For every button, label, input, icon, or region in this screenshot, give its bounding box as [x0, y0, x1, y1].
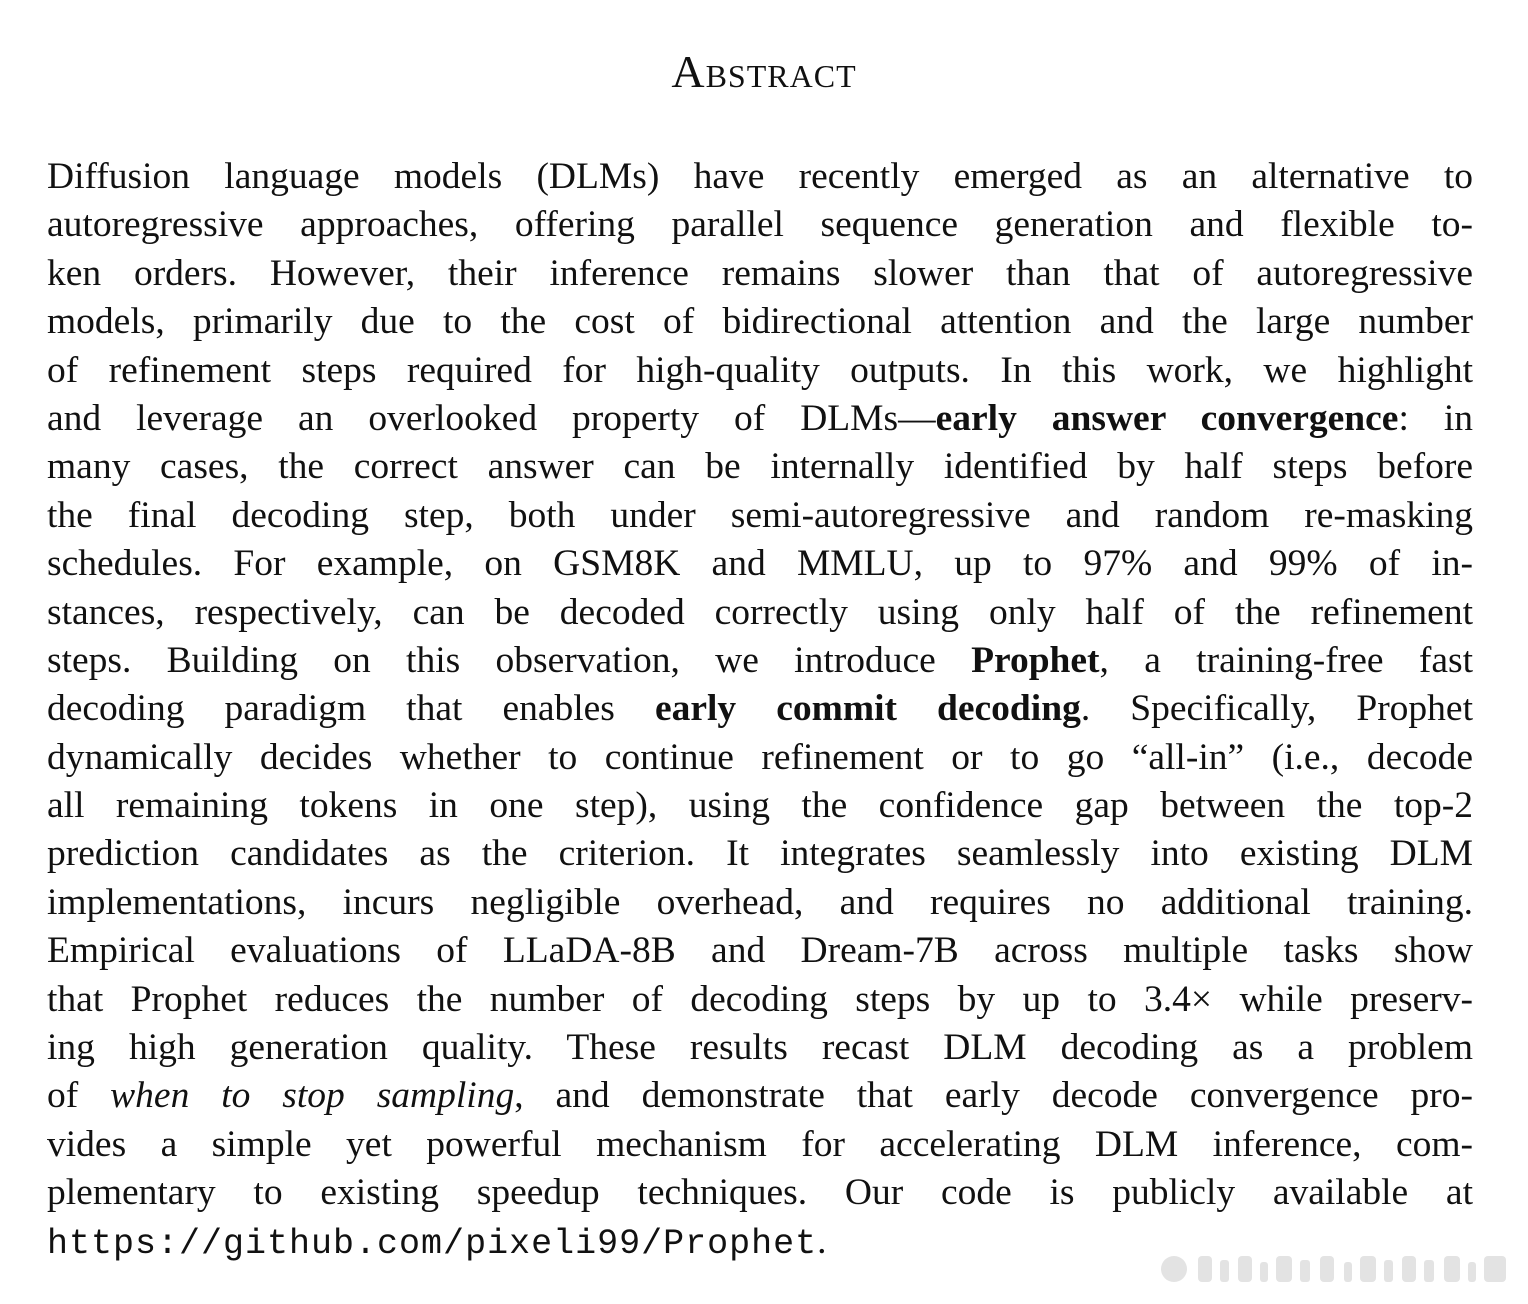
text-segment: , a training-free fast: [1099, 639, 1473, 681]
abstract-line: [47, 879, 1473, 927]
abstract-line: [47, 347, 1473, 395]
text-segment: Empirical evaluations of LLaDA-8B and Dream-7B across multiple tasks show: [47, 930, 1473, 972]
abstract-line: [47, 153, 1473, 201]
abstract-line: [47, 1121, 1473, 1169]
text-segment: models, primarily due to the cost of bidirectional attention and the large number: [47, 301, 1473, 343]
abstract-line: [47, 830, 1473, 878]
watermark-logo: [1154, 1248, 1514, 1290]
text-segment: dynamically decides whether to continue refinement or to go “all-in” (i.e., decode: [47, 736, 1473, 778]
bold-text: Prophet: [971, 639, 1100, 681]
text-segment: : in: [1398, 397, 1473, 439]
text-segment: autoregressive approaches, offering parallel sequence generation and flexible to-: [47, 204, 1473, 246]
text-segment: that Prophet reduces the number of decoding steps by up to 3.4× while preserv-: [47, 978, 1473, 1020]
abstract-line: [47, 782, 1473, 830]
abstract-line: [47, 1072, 1473, 1120]
text-segment: the final decoding step, both under semi-autoregressive and random re-masking: [47, 494, 1473, 536]
text-segment: of: [47, 1075, 111, 1117]
abstract-line: [47, 443, 1473, 491]
text-segment: vides a simple yet powerful mechanism for accelerating DLM inference, com-: [47, 1123, 1473, 1165]
text-segment: decoding paradigm that enables: [47, 688, 655, 730]
bold-text: early answer convergence: [935, 397, 1399, 439]
abstract-line: [47, 685, 1473, 733]
text-segment: many cases, the correct answer can be internally identified by half steps before: [47, 446, 1473, 488]
abstract-line: [47, 927, 1473, 975]
mono-text[interactable]: https://github.com/pixeli99/Prophet: [47, 1223, 818, 1264]
abstract-line: [47, 1024, 1473, 1072]
text-segment: stances, respectively, can be decoded correctly using only half of the refinement: [47, 591, 1473, 633]
abstract-line: [47, 976, 1473, 1024]
text-segment: ken orders. However, their inference remains slower than that of autoregressive: [47, 252, 1473, 294]
abstract-line: [47, 492, 1473, 540]
text-segment: .: [817, 1220, 827, 1262]
text-segment: implementations, incurs negligible overhead, and requires no additional training.: [47, 881, 1473, 923]
text-segment: ing high generation quality. These results recast DLM decoding as a problem: [47, 1027, 1473, 1069]
text-segment: schedules. For example, on GSM8K and MMLU, up to 97% and 99% of in-: [47, 543, 1473, 585]
abstract-line: [47, 540, 1473, 588]
abstract-heading: Abstract: [671, 46, 857, 97]
abstract-line: [47, 201, 1473, 249]
abstract-line: [47, 589, 1473, 637]
abstract-line: [47, 395, 1473, 443]
abstract-line: [47, 734, 1473, 782]
text-segment: . Specifically, Prophet: [1080, 688, 1473, 730]
text-segment: steps. Building on this observation, we introduce: [47, 639, 972, 681]
text-segment: , and demonstrate that early decode convergence pro-: [514, 1075, 1473, 1117]
text-segment: plementary to existing speedup techniques. Our code is publicly available at: [47, 1172, 1473, 1214]
italic-text: when to stop sampling: [110, 1075, 515, 1117]
bold-text: early commit decoding: [654, 688, 1081, 730]
text-segment: Diffusion language models (DLMs) have recently emerged as an alternative to: [47, 156, 1473, 197]
abstract-line: [47, 298, 1473, 346]
text-segment: all remaining tokens in one step), using the confidence gap between the top-2: [47, 785, 1473, 827]
abstract-body: [47, 153, 1473, 1266]
text-segment: of refinement steps required for high-quality outputs. In this work, we highlight: [47, 349, 1473, 391]
abstract-line: [47, 250, 1473, 298]
abstract-line: [47, 637, 1473, 685]
text-segment: and leverage an overlooked property of DLMs—: [47, 397, 936, 439]
text-segment: prediction candidates as the criterion. It integrates seamlessly into existing DLM: [47, 833, 1473, 875]
abstract-line: [47, 1169, 1473, 1217]
